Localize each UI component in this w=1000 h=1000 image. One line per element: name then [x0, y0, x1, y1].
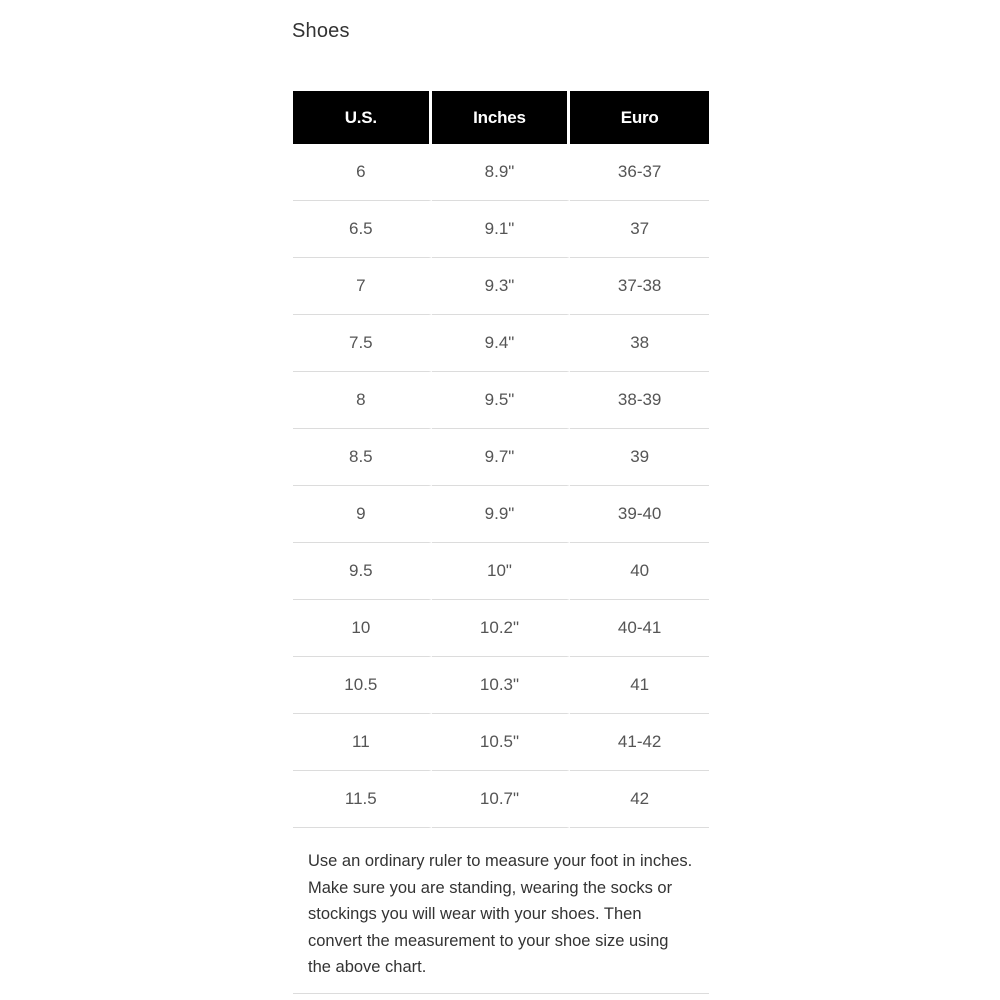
- inches-cell: 9.3": [432, 258, 571, 315]
- us-size-cell: 11: [293, 714, 432, 771]
- us-size-cell: 6.5: [293, 201, 432, 258]
- us-size-cell: 7.5: [293, 315, 432, 372]
- euro-size-cell: 39-40: [570, 486, 709, 543]
- table-row: [293, 315, 709, 372]
- section-title: Shoes: [292, 20, 350, 42]
- us-size-cell: 9.5: [293, 543, 432, 600]
- inches-cell: 8.9": [432, 144, 571, 201]
- table-row: [293, 600, 709, 657]
- us-size-cell: 6: [293, 144, 432, 201]
- inches-cell: 9.5": [432, 372, 571, 429]
- table-header-row: [293, 91, 709, 144]
- euro-size-cell: 37-38: [570, 258, 709, 315]
- us-size-cell: 7: [293, 258, 432, 315]
- euro-size-cell: 40: [570, 543, 709, 600]
- us-size-cell: 10.5: [293, 657, 432, 714]
- table-row: [293, 714, 709, 771]
- table-row: [293, 429, 709, 486]
- table-row: [293, 258, 709, 315]
- column-header-us: U.S.: [293, 91, 432, 144]
- us-size-cell: 9: [293, 486, 432, 543]
- measurement-instructions: [293, 832, 709, 994]
- us-size-cell: 8: [293, 372, 432, 429]
- us-size-cell: 8.5: [293, 429, 432, 486]
- table-row: [293, 372, 709, 429]
- euro-size-cell: 36-37: [570, 144, 709, 201]
- euro-size-cell: 39: [570, 429, 709, 486]
- table-row: [293, 657, 709, 714]
- euro-size-cell: 41-42: [570, 714, 709, 771]
- inches-cell: 9.1": [432, 201, 571, 258]
- euro-size-cell: 42: [570, 771, 709, 828]
- inches-cell: 10.5": [432, 714, 571, 771]
- euro-size-cell: 38-39: [570, 372, 709, 429]
- column-header-euro: Euro: [570, 91, 709, 144]
- table-row: [293, 543, 709, 600]
- us-size-cell: 11.5: [293, 771, 432, 828]
- inches-cell: 10.2": [432, 600, 571, 657]
- euro-size-cell: 37: [570, 201, 709, 258]
- inches-cell: 9.7": [432, 429, 571, 486]
- inches-cell: 10.7": [432, 771, 571, 828]
- table-row: [293, 486, 709, 543]
- column-header-inches: Inches: [432, 91, 571, 144]
- euro-size-cell: 41: [570, 657, 709, 714]
- inches-cell: 10.3": [432, 657, 571, 714]
- table-row: [293, 144, 709, 201]
- inches-cell: 10": [432, 543, 571, 600]
- instructions-text: Use an ordinary ruler to measure your foot in inches. Make sure you are standing, wearing the socks or stockings you will wear with your shoes. Then convert the measurement to your shoe size using the above chart.: [308, 852, 693, 976]
- table-row: [293, 771, 709, 828]
- shoe-size-table: [293, 91, 709, 828]
- euro-size-cell: 38: [570, 315, 709, 372]
- inches-cell: 9.4": [432, 315, 571, 372]
- us-size-cell: 10: [293, 600, 432, 657]
- table-row: [293, 201, 709, 258]
- euro-size-cell: 40-41: [570, 600, 709, 657]
- inches-cell: 9.9": [432, 486, 571, 543]
